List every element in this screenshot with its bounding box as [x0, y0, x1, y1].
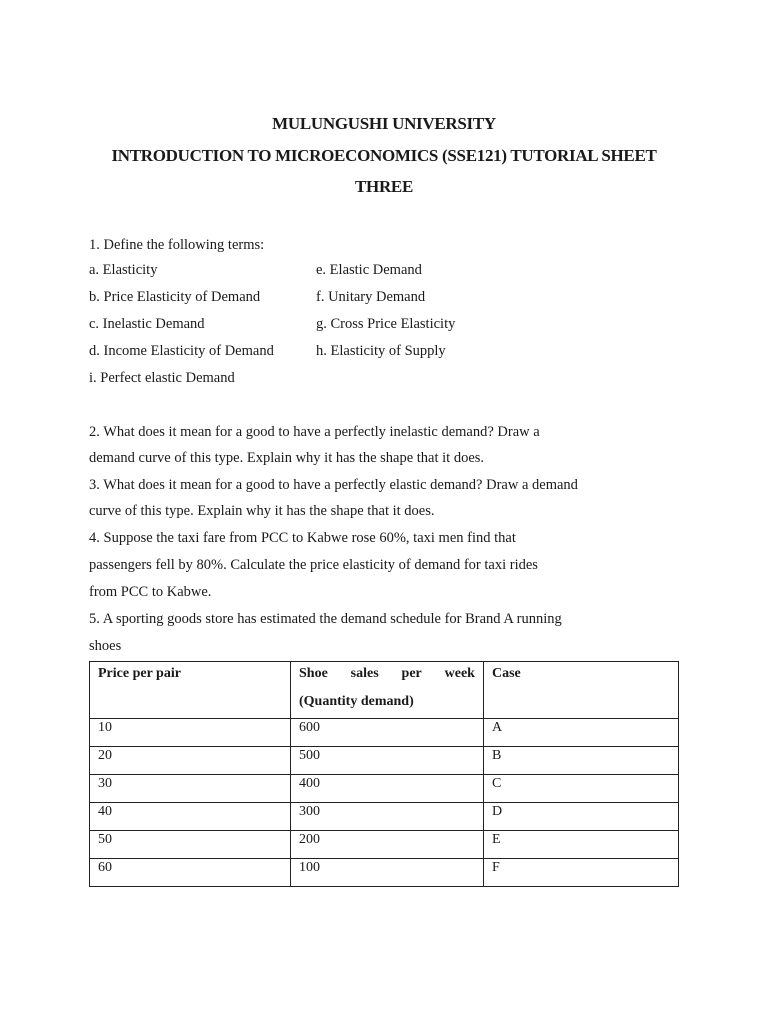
- cell-quantity: 500: [291, 747, 484, 775]
- term-h: h. Elasticity of Supply: [316, 343, 446, 359]
- course-title: INTRODUCTION TO MICROECONOMICS (SSE121) TUTORIAL SHEET: [111, 146, 657, 165]
- table-header-row: [90, 662, 679, 719]
- cell-case: D: [484, 803, 679, 831]
- cell-quantity: 600: [291, 719, 484, 747]
- cell-price: 10: [90, 719, 291, 747]
- q4-line1: 4. Suppose the taxi fare from PCC to Kabwe rose 60%, taxi men find that: [89, 530, 516, 546]
- cell-case: C: [484, 775, 679, 803]
- term-b: b. Price Elasticity of Demand: [89, 289, 261, 305]
- cell-quantity: 400: [291, 775, 484, 803]
- header-word: week: [444, 666, 475, 681]
- term-e: e. Elastic Demand: [316, 262, 422, 278]
- header-case: Case: [484, 662, 679, 719]
- table-row: [90, 831, 679, 859]
- header-word: Shoe: [299, 666, 328, 681]
- q5-line2: shoes: [89, 638, 122, 654]
- header-price: Price per pair: [90, 662, 291, 719]
- term-i: i. Perfect elastic Demand: [89, 370, 235, 386]
- header-word: sales: [350, 666, 379, 681]
- q5-line1: 5. A sporting goods store has estimated the demand schedule for Brand A running: [89, 611, 562, 627]
- table-row: [90, 803, 679, 831]
- table-row: [90, 719, 679, 747]
- cell-case: B: [484, 747, 679, 775]
- cell-price: 40: [90, 803, 291, 831]
- q3-line1: 3. What does it mean for a good to have a perfectly elastic demand? Draw a demand: [89, 477, 578, 493]
- university-title: MULUNGUSHI UNIVERSITY: [272, 114, 496, 133]
- table-row: [90, 775, 679, 803]
- header-word: per: [401, 666, 422, 681]
- cell-price: 60: [90, 859, 291, 887]
- q2-line2: demand curve of this type. Explain why it has the shape that it does.: [89, 450, 485, 466]
- cell-quantity: 300: [291, 803, 484, 831]
- cell-price: 30: [90, 775, 291, 803]
- term-a: a. Elasticity: [89, 262, 158, 278]
- cell-price: 50: [90, 831, 291, 859]
- demand-schedule-table: [89, 661, 679, 887]
- table-row: [90, 859, 679, 887]
- term-c: c. Inelastic Demand: [89, 316, 205, 332]
- header-quantity-label: (Quantity demand): [299, 694, 414, 709]
- term-f: f. Unitary Demand: [316, 289, 426, 305]
- table-row: [90, 747, 679, 775]
- q3-line2: curve of this type. Explain why it has the shape that it does.: [89, 503, 435, 519]
- cell-case: F: [484, 859, 679, 887]
- cell-quantity: 200: [291, 831, 484, 859]
- q4-line3: from PCC to Kabwe.: [89, 584, 212, 600]
- cell-price: 20: [90, 747, 291, 775]
- q2-line1: 2. What does it mean for a good to have a perfectly inelastic demand? Draw a: [89, 424, 540, 440]
- sheet-number: THREE: [354, 177, 414, 196]
- cell-case: E: [484, 831, 679, 859]
- term-g: g. Cross Price Elasticity: [316, 316, 456, 332]
- q4-line2: passengers fell by 80%. Calculate the price elasticity of demand for taxi rides: [89, 557, 538, 573]
- term-d: d. Income Elasticity of Demand: [89, 343, 274, 359]
- header-quantity: [291, 662, 484, 719]
- cell-case: A: [484, 719, 679, 747]
- cell-quantity: 100: [291, 859, 484, 887]
- q1-prompt: 1. Define the following terms:: [89, 237, 265, 253]
